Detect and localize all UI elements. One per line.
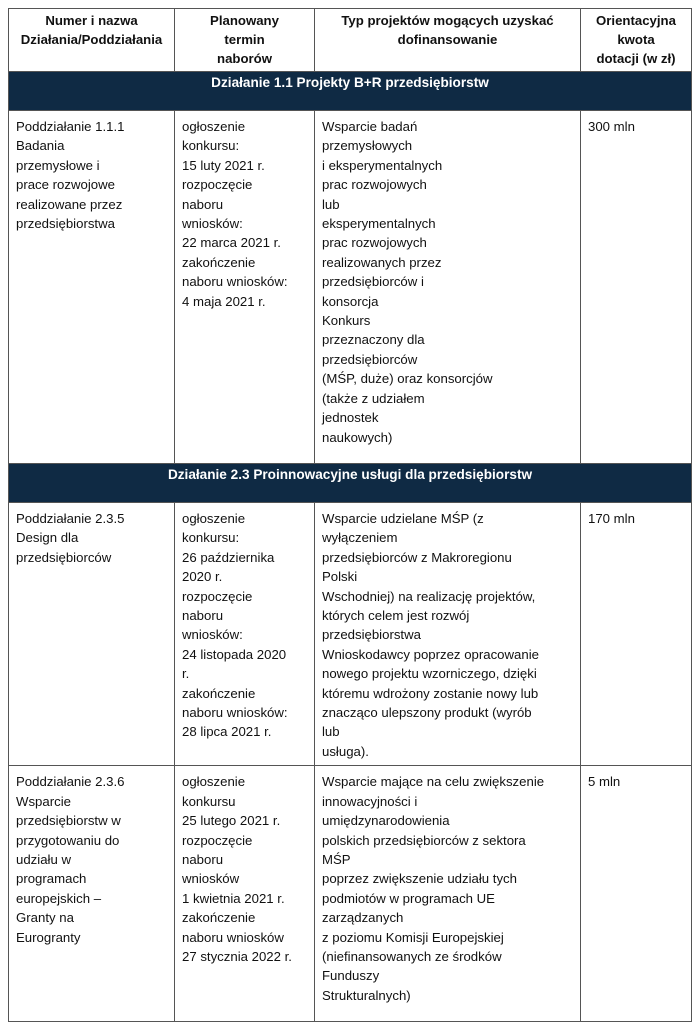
cell-line: usługa). xyxy=(322,743,369,759)
cell-line: 28 lipca 2021 r. xyxy=(182,724,272,740)
header-amount: Orientacyjna kwota dotacji (w zł) xyxy=(581,9,692,72)
cell-line: przedsiębiorstw w xyxy=(16,813,121,829)
cell-line: (także z udziałem xyxy=(322,390,425,406)
cell-line: MŚP xyxy=(322,851,351,867)
cell-line: 2020 r. xyxy=(182,569,223,585)
cell-line: zakończenie xyxy=(182,254,256,270)
cell-line: 25 lutego 2021 r. xyxy=(182,813,281,829)
cell-line: rozpoczęcie xyxy=(182,177,253,193)
cell-line: prac rozwojowych xyxy=(322,235,427,251)
cell-line: Eurogranty xyxy=(16,929,81,945)
project-type-cell xyxy=(315,111,581,464)
cell-line: ogłoszenie xyxy=(182,511,246,526)
table-row xyxy=(9,766,692,1022)
cell-line: przedsiębiorców i xyxy=(322,274,424,290)
table-header-row xyxy=(9,9,692,72)
cell-line: naboru wniosków xyxy=(182,929,284,945)
cell-line: Funduszy xyxy=(322,968,380,984)
cell-line: przedsiębiorców xyxy=(16,549,112,565)
cell-line: jednostek xyxy=(322,410,379,426)
cell-line: r. xyxy=(182,666,190,682)
amount-cell: 170 mln xyxy=(581,503,692,766)
project-type-cell xyxy=(315,766,581,1022)
cell-line: (MŚP, duże) oraz konsorcjów xyxy=(322,371,493,387)
cell-line: Wsparcie badań xyxy=(322,119,418,134)
project-type-cell xyxy=(315,503,581,766)
cell-line: eksperymentalnych xyxy=(322,216,436,232)
cell-line: Badania xyxy=(16,138,65,154)
cell-line: naboru wniosków: xyxy=(182,274,288,290)
cell-line: podmiotów w programach UE xyxy=(322,890,495,906)
cell-line: naboru xyxy=(182,196,224,212)
section-header-row xyxy=(9,464,692,503)
cell-line: 1 kwietnia 2021 r. xyxy=(182,890,285,906)
cell-line: realizowanych przez xyxy=(322,254,442,270)
cell-line: 15 luty 2021 r. xyxy=(182,157,265,173)
cell-line: Poddziałanie 2.3.6 xyxy=(16,774,125,790)
cell-line: konkursu: xyxy=(182,530,240,546)
amount-cell: 300 mln xyxy=(581,111,692,464)
cell-line: któremu wdrożony zostanie nowy lub xyxy=(322,685,539,701)
cell-line: ogłoszenie xyxy=(182,119,246,134)
cell-line: przygotowaniu do xyxy=(16,832,120,848)
cell-line: realizowane przez xyxy=(16,196,123,212)
action-name-cell xyxy=(9,766,175,1022)
section-title: Działanie 1.1 Projekty B+R przedsiębiorstw xyxy=(9,72,692,111)
section-title: Działanie 2.3 Proinnowacyjne usługi dla przedsiębiorstw xyxy=(9,464,692,503)
cell-line: wniosków xyxy=(182,871,240,887)
cell-line: poprzez zwiększenie udziału tych xyxy=(322,871,517,887)
cell-line: przedsiębiorców xyxy=(322,351,418,367)
cell-line: zarządzanych xyxy=(322,910,404,926)
action-name-cell xyxy=(9,503,175,766)
cell-line: Wsparcie mające na celu zwiększenie xyxy=(322,774,545,790)
amount-cell: 5 mln xyxy=(581,766,692,1022)
cell-line: 24 listopada 2020 xyxy=(182,646,287,662)
cell-line: wyłączeniem xyxy=(322,530,398,546)
cell-line: zakończenie xyxy=(182,910,256,926)
cell-line: rozpoczęcie xyxy=(182,588,253,604)
schedule-cell xyxy=(175,766,315,1022)
table-row xyxy=(9,111,692,464)
cell-line: udziału w xyxy=(16,851,71,867)
header-action-name: Numer i nazwa Działania/Poddziałania xyxy=(9,9,175,72)
schedule-cell xyxy=(175,503,315,766)
cell-line: naboru xyxy=(182,851,224,867)
cell-line: Wschodniej) na realizację projektów, xyxy=(322,588,536,604)
header-project-type: Typ projektów mogących uzyskać dofinansowanie xyxy=(315,9,581,72)
section-header-row xyxy=(9,72,692,111)
cell-line: wniosków: xyxy=(182,216,243,232)
cell-line: 27 stycznia 2022 r. xyxy=(182,948,292,964)
cell-line: przeznaczony dla xyxy=(322,332,425,348)
cell-line: lub xyxy=(322,196,340,212)
cell-line: europejskich – xyxy=(16,890,102,906)
cell-line: Polski xyxy=(322,569,358,585)
cell-line: innowacyjności i xyxy=(322,793,418,809)
cell-line: 26 października xyxy=(182,549,275,565)
cell-line: Wsparcie xyxy=(16,793,71,809)
cell-line: lub xyxy=(322,724,340,740)
cell-line: przedsiębiorstwa xyxy=(16,216,115,232)
cell-line: których celem jest rozwój xyxy=(322,608,470,624)
cell-line: przedsiębiorców z Makroregionu xyxy=(322,549,512,565)
cell-line: z poziomu Komisji Europejskiej xyxy=(322,929,504,945)
cell-line: Design dla xyxy=(16,530,79,546)
cell-line: konkursu: xyxy=(182,138,240,154)
cell-line: 22 marca 2021 r. xyxy=(182,235,281,251)
cell-line: Poddziałanie 1.1.1 xyxy=(16,119,125,134)
cell-line: umiędzynarodowienia xyxy=(322,813,450,829)
cell-line: prace rozwojowe xyxy=(16,177,115,193)
cell-line: konsorcja xyxy=(322,293,379,309)
schedule-cell xyxy=(175,111,315,464)
header-schedule: Planowany termin naborów xyxy=(175,9,315,72)
cell-line: prac rozwojowych xyxy=(322,177,427,193)
cell-line: przemysłowych xyxy=(322,138,413,154)
cell-line: Granty na xyxy=(16,910,74,926)
action-name-cell xyxy=(9,111,175,464)
cell-line: ogłoszenie xyxy=(182,774,246,790)
cell-line: Konkurs xyxy=(322,313,371,329)
table-row xyxy=(9,503,692,766)
cell-line: naukowych) xyxy=(322,429,393,445)
cell-line: programach xyxy=(16,871,87,887)
cell-line: Poddziałanie 2.3.5 xyxy=(16,511,125,526)
cell-line: rozpoczęcie xyxy=(182,832,253,848)
cell-line: naboru xyxy=(182,608,224,624)
cell-line: 4 maja 2021 r. xyxy=(182,293,266,309)
cell-line: znacząco ulepszony produkt (wyrób xyxy=(322,705,532,721)
cell-line: zakończenie xyxy=(182,685,256,701)
cell-line: Strukturalnych) xyxy=(322,987,411,1003)
cell-line: naboru wniosków: xyxy=(182,705,288,721)
cell-line: nowego projektu wzorniczego, dzięki xyxy=(322,666,537,682)
funding-table xyxy=(8,8,692,1022)
cell-line: Wsparcie udzielane MŚP (z xyxy=(322,511,484,526)
cell-line: przemysłowe i xyxy=(16,157,100,173)
cell-line: konkursu xyxy=(182,793,236,809)
cell-line: wniosków: xyxy=(182,627,243,643)
cell-line: Wnioskodawcy poprzez opracowanie xyxy=(322,646,539,662)
cell-line: polskich przedsiębiorców z sektora xyxy=(322,832,526,848)
cell-line: (niefinansowanych ze środków xyxy=(322,948,502,964)
cell-line: przedsiębiorstwa xyxy=(322,627,421,643)
cell-line: i eksperymentalnych xyxy=(322,157,443,173)
